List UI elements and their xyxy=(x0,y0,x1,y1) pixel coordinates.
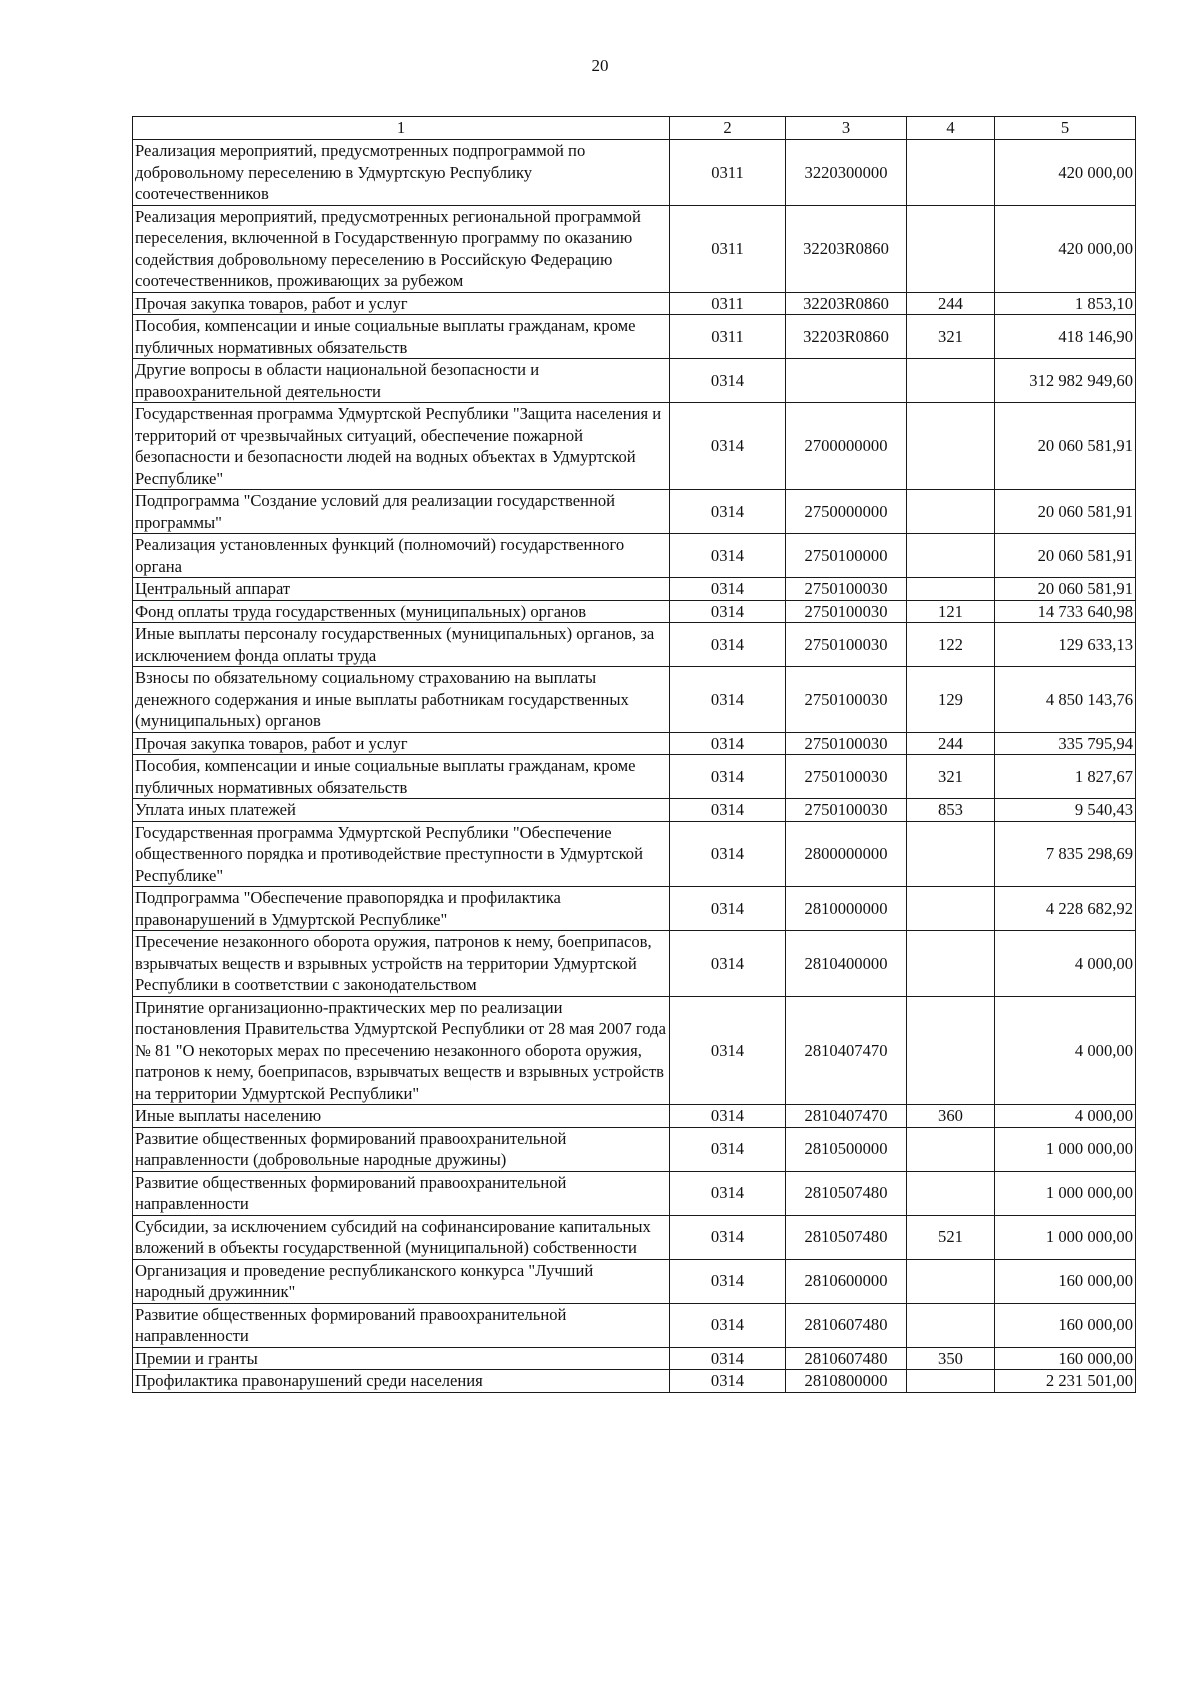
row-name-cell: Реализация мероприятий, предусмотренных региональной программой переселения, включенной в Государственную программу по оказанию содействия добровольному переселению в Российскую Федерацию соотечественников, проживающих за рубежом xyxy=(133,205,670,292)
row-sum-cell: 7 835 298,69 xyxy=(995,821,1136,887)
row-name-cell: Пособия, компенсации и иные социальные выплаты гражданам, кроме публичных нормативных обязательств xyxy=(133,315,670,359)
page-number: 20 xyxy=(591,56,609,75)
row-section-cell: 0314 xyxy=(670,1215,786,1259)
row-name-cell: Профилактика правонарушений среди населения xyxy=(133,1370,670,1393)
row-name-cell: Государственная программа Удмуртской Республики "Защита населения и территорий от чрезвычайных ситуаций, обеспечение пожарной безопасности и безопасности людей на водных объектах в Удмуртской Республике" xyxy=(133,403,670,490)
row-sum-cell: 312 982 949,60 xyxy=(995,359,1136,403)
row-expense-type-cell xyxy=(907,996,995,1105)
row-sum-cell: 4 228 682,92 xyxy=(995,887,1136,931)
table-row xyxy=(133,821,1136,887)
row-section-cell: 0314 xyxy=(670,755,786,799)
row-article-cell: 2750100030 xyxy=(786,799,907,822)
row-sum-cell: 160 000,00 xyxy=(995,1303,1136,1347)
header-col-4: 4 xyxy=(907,117,995,140)
row-article-cell: 2750100030 xyxy=(786,578,907,601)
row-section-cell: 0314 xyxy=(670,1303,786,1347)
table-row xyxy=(133,1347,1136,1370)
row-section-cell: 0314 xyxy=(670,1171,786,1215)
row-section-cell: 0314 xyxy=(670,732,786,755)
row-article-cell: 32203R0860 xyxy=(786,292,907,315)
row-section-cell: 0314 xyxy=(670,359,786,403)
table-row xyxy=(133,1127,1136,1171)
row-expense-type-cell xyxy=(907,534,995,578)
row-section-cell: 0311 xyxy=(670,315,786,359)
row-expense-type-cell: 244 xyxy=(907,292,995,315)
row-expense-type-cell: 129 xyxy=(907,667,995,733)
row-expense-type-cell xyxy=(907,1370,995,1393)
row-name-cell: Субсидии, за исключением субсидий на софинансирование капитальных вложений в объекты государственной (муниципальной) собственности xyxy=(133,1215,670,1259)
row-name-cell: Иные выплаты персоналу государственных (муниципальных) органов, за исключением фонда оплаты труда xyxy=(133,623,670,667)
row-name-cell: Реализация мероприятий, предусмотренных подпрограммой по добровольному переселению в Удмуртскую Республику соотечественников xyxy=(133,140,670,206)
row-expense-type-cell xyxy=(907,1259,995,1303)
table-row xyxy=(133,732,1136,755)
row-sum-cell: 129 633,13 xyxy=(995,623,1136,667)
row-name-cell: Центральный аппарат xyxy=(133,578,670,601)
row-section-cell: 0311 xyxy=(670,292,786,315)
row-name-cell: Другие вопросы в области национальной безопасности и правоохранительной деятельности xyxy=(133,359,670,403)
table-row xyxy=(133,1303,1136,1347)
row-section-cell: 0314 xyxy=(670,887,786,931)
row-article-cell: 2810400000 xyxy=(786,931,907,997)
row-name-cell: Фонд оплаты труда государственных (муниципальных) органов xyxy=(133,600,670,623)
row-sum-cell: 420 000,00 xyxy=(995,205,1136,292)
row-expense-type-cell: 321 xyxy=(907,755,995,799)
row-sum-cell: 1 853,10 xyxy=(995,292,1136,315)
row-name-cell: Взносы по обязательному социальному страхованию на выплаты денежного содержания и иные выплаты работникам государственных (муниципальных) органов xyxy=(133,667,670,733)
row-expense-type-cell xyxy=(907,205,995,292)
row-name-cell: Развитие общественных формирований правоохранительной направленности xyxy=(133,1171,670,1215)
table-row xyxy=(133,600,1136,623)
row-article-cell: 2810507480 xyxy=(786,1171,907,1215)
row-sum-cell: 1 000 000,00 xyxy=(995,1215,1136,1259)
row-expense-type-cell xyxy=(907,578,995,601)
row-name-cell: Организация и проведение республиканского конкурса "Лучший народный дружинник" xyxy=(133,1259,670,1303)
header-col-1: 1 xyxy=(133,117,670,140)
row-sum-cell: 4 000,00 xyxy=(995,996,1136,1105)
row-article-cell: 2750100000 xyxy=(786,534,907,578)
row-name-cell: Реализация установленных функций (полномочий) государственного органа xyxy=(133,534,670,578)
row-article-cell: 2810000000 xyxy=(786,887,907,931)
table-row xyxy=(133,359,1136,403)
row-sum-cell: 335 795,94 xyxy=(995,732,1136,755)
row-sum-cell: 418 146,90 xyxy=(995,315,1136,359)
table-row xyxy=(133,887,1136,931)
row-article-cell: 2810607480 xyxy=(786,1303,907,1347)
table-row xyxy=(133,1215,1136,1259)
table-row xyxy=(133,205,1136,292)
table-row xyxy=(133,140,1136,206)
table-row xyxy=(133,623,1136,667)
row-article-cell: 2750000000 xyxy=(786,490,907,534)
table-row xyxy=(133,1370,1136,1393)
row-expense-type-cell: 350 xyxy=(907,1347,995,1370)
table-row xyxy=(133,490,1136,534)
table-row xyxy=(133,755,1136,799)
row-article-cell: 2750100030 xyxy=(786,623,907,667)
row-sum-cell: 160 000,00 xyxy=(995,1259,1136,1303)
row-article-cell: 2750100030 xyxy=(786,667,907,733)
table-row xyxy=(133,1259,1136,1303)
row-section-cell: 0314 xyxy=(670,600,786,623)
row-sum-cell: 20 060 581,91 xyxy=(995,578,1136,601)
table-row xyxy=(133,667,1136,733)
row-section-cell: 0314 xyxy=(670,623,786,667)
row-expense-type-cell: 122 xyxy=(907,623,995,667)
row-article-cell: 2700000000 xyxy=(786,403,907,490)
row-expense-type-cell xyxy=(907,1303,995,1347)
table-row xyxy=(133,292,1136,315)
row-article-cell: 2810507480 xyxy=(786,1215,907,1259)
row-article-cell: 2810600000 xyxy=(786,1259,907,1303)
row-article-cell: 2750100030 xyxy=(786,732,907,755)
row-sum-cell: 1 000 000,00 xyxy=(995,1127,1136,1171)
row-section-cell: 0314 xyxy=(670,534,786,578)
row-name-cell: Прочая закупка товаров, работ и услуг xyxy=(133,292,670,315)
row-section-cell: 0314 xyxy=(670,1347,786,1370)
row-expense-type-cell xyxy=(907,359,995,403)
row-section-cell: 0314 xyxy=(670,490,786,534)
row-expense-type-cell: 853 xyxy=(907,799,995,822)
row-section-cell: 0314 xyxy=(670,821,786,887)
table-row xyxy=(133,578,1136,601)
table-row xyxy=(133,931,1136,997)
table-row xyxy=(133,996,1136,1105)
row-article-cell: 2810407470 xyxy=(786,1105,907,1128)
table-row xyxy=(133,534,1136,578)
row-article-cell: 32203R0860 xyxy=(786,205,907,292)
row-section-cell: 0314 xyxy=(670,667,786,733)
row-sum-cell: 20 060 581,91 xyxy=(995,534,1136,578)
row-sum-cell: 9 540,43 xyxy=(995,799,1136,822)
row-expense-type-cell: 244 xyxy=(907,732,995,755)
row-section-cell: 0314 xyxy=(670,1259,786,1303)
row-section-cell: 0314 xyxy=(670,1370,786,1393)
header-col-5: 5 xyxy=(995,117,1136,140)
table-row xyxy=(133,1105,1136,1128)
row-name-cell: Премии и гранты xyxy=(133,1347,670,1370)
row-expense-type-cell xyxy=(907,490,995,534)
row-sum-cell: 2 231 501,00 xyxy=(995,1370,1136,1393)
row-name-cell: Подпрограмма "Обеспечение правопорядка и профилактика правонарушений в Удмуртской Республике" xyxy=(133,887,670,931)
row-name-cell: Подпрограмма "Создание условий для реализации государственной программы" xyxy=(133,490,670,534)
row-sum-cell: 20 060 581,91 xyxy=(995,403,1136,490)
row-expense-type-cell xyxy=(907,1127,995,1171)
row-sum-cell: 4 850 143,76 xyxy=(995,667,1136,733)
row-name-cell: Уплата иных платежей xyxy=(133,799,670,822)
row-expense-type-cell: 360 xyxy=(907,1105,995,1128)
row-name-cell: Иные выплаты населению xyxy=(133,1105,670,1128)
row-article-cell: 2810607480 xyxy=(786,1347,907,1370)
row-article-cell: 2800000000 xyxy=(786,821,907,887)
row-article-cell: 2750100030 xyxy=(786,600,907,623)
row-name-cell: Принятие организационно-практических мер по реализации постановления Правительства Удмуртской Республики от 28 мая 2007 года № 81 "О некоторых мерах по пресечению незаконного оборота оружия, патронов к нему, боеприпасов, взрывчатых веществ и взрывных устройств на территории Удмуртской Республики" xyxy=(133,996,670,1105)
row-expense-type-cell xyxy=(907,887,995,931)
row-expense-type-cell: 321 xyxy=(907,315,995,359)
header-col-3: 3 xyxy=(786,117,907,140)
row-sum-cell: 4 000,00 xyxy=(995,1105,1136,1128)
row-expense-type-cell: 521 xyxy=(907,1215,995,1259)
row-article-cell: 2750100030 xyxy=(786,755,907,799)
row-expense-type-cell xyxy=(907,1171,995,1215)
row-section-cell: 0311 xyxy=(670,205,786,292)
row-sum-cell: 420 000,00 xyxy=(995,140,1136,206)
row-sum-cell: 14 733 640,98 xyxy=(995,600,1136,623)
row-article-cell: 3220300000 xyxy=(786,140,907,206)
header-row xyxy=(133,117,1136,140)
row-name-cell: Развитие общественных формирований правоохранительной направленности xyxy=(133,1303,670,1347)
row-section-cell: 0314 xyxy=(670,799,786,822)
row-sum-cell: 20 060 581,91 xyxy=(995,490,1136,534)
table-body xyxy=(133,140,1136,1393)
budget-table xyxy=(132,116,1136,1393)
row-section-cell: 0314 xyxy=(670,1127,786,1171)
row-article-cell: 32203R0860 xyxy=(786,315,907,359)
row-sum-cell: 1 000 000,00 xyxy=(995,1171,1136,1215)
row-expense-type-cell xyxy=(907,140,995,206)
row-section-cell: 0314 xyxy=(670,578,786,601)
row-sum-cell: 1 827,67 xyxy=(995,755,1136,799)
row-name-cell: Развитие общественных формирований правоохранительной направленности (добровольные народные дружины) xyxy=(133,1127,670,1171)
table-row xyxy=(133,799,1136,822)
row-article-cell: 2810500000 xyxy=(786,1127,907,1171)
table-row xyxy=(133,315,1136,359)
row-name-cell: Пресечение незаконного оборота оружия, патронов к нему, боеприпасов, взрывчатых веществ и взрывных устройств на территории Удмуртской Республики в соответствии с законодательством xyxy=(133,931,670,997)
row-sum-cell: 4 000,00 xyxy=(995,931,1136,997)
table-row xyxy=(133,1171,1136,1215)
row-article-cell: 2810800000 xyxy=(786,1370,907,1393)
row-name-cell: Пособия, компенсации и иные социальные выплаты гражданам, кроме публичных нормативных обязательств xyxy=(133,755,670,799)
row-expense-type-cell xyxy=(907,403,995,490)
row-section-cell: 0314 xyxy=(670,1105,786,1128)
row-expense-type-cell xyxy=(907,931,995,997)
row-article-cell xyxy=(786,359,907,403)
header-col-2: 2 xyxy=(670,117,786,140)
row-section-cell: 0314 xyxy=(670,996,786,1105)
row-section-cell: 0314 xyxy=(670,403,786,490)
row-expense-type-cell xyxy=(907,821,995,887)
table-row xyxy=(133,403,1136,490)
row-name-cell: Прочая закупка товаров, работ и услуг xyxy=(133,732,670,755)
row-section-cell: 0311 xyxy=(670,140,786,206)
row-section-cell: 0314 xyxy=(670,931,786,997)
row-sum-cell: 160 000,00 xyxy=(995,1347,1136,1370)
row-article-cell: 2810407470 xyxy=(786,996,907,1105)
row-expense-type-cell: 121 xyxy=(907,600,995,623)
row-name-cell: Государственная программа Удмуртской Республики "Обеспечение общественного порядка и противодействие преступности в Удмуртской Республике" xyxy=(133,821,670,887)
